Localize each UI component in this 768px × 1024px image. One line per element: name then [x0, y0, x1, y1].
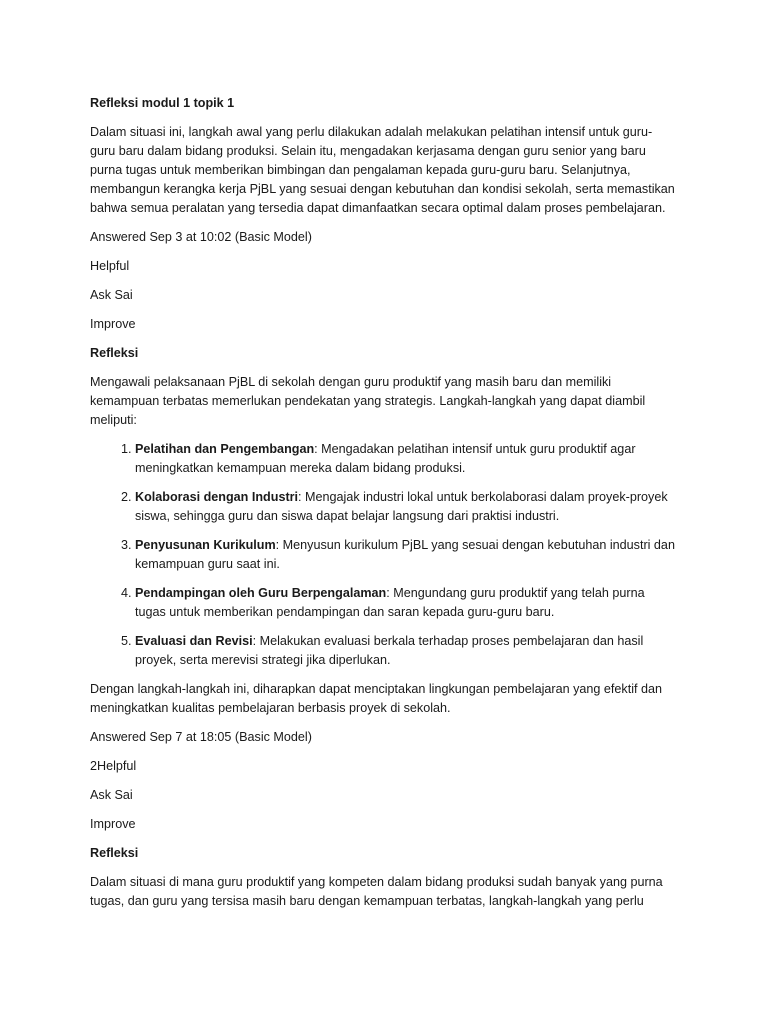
list-item-term: Pelatihan dan Pengembangan	[135, 442, 315, 456]
list-item-text: : Mengundang guru produktif yang telah purna tugas untuk memberikan pendampingan dan saran kepada guru-guru baru.	[135, 586, 645, 619]
section-title: Refleksi modul 1 topik 1	[90, 96, 235, 110]
document-page	[90, 94, 675, 921]
list-item-text: : Mengadakan pelatihan intensif untuk guru produktif agar meningkatkan kemampuan mereka dalam bidang produksi.	[135, 442, 636, 475]
list-item	[135, 440, 675, 478]
ask-sai-label: Ask Sai	[90, 788, 133, 802]
helpful-label: 2Helpful	[90, 759, 137, 773]
answer-paragraph: Dalam situasi di mana guru produktif yang kompeten dalam bidang produksi sudah banyak yang purna tugas, dan guru yang tersisa masih baru dengan kemampuan terbatas, langkah-langkah yang perlu	[90, 875, 663, 908]
list-item-term: Kolaborasi dengan Industri	[135, 490, 299, 504]
list-item-text: : Menyusun kurikulum PjBL yang sesuai dengan kebutuhan industri dan kemampuan guru saat ini.	[135, 538, 675, 571]
helpful-label: Helpful	[90, 259, 130, 273]
list-item	[135, 536, 675, 574]
list-item	[135, 584, 675, 622]
section-title: Refleksi	[90, 346, 139, 360]
answered-timestamp: Answered Sep 7 at 18:05 (Basic Model)	[90, 730, 312, 744]
ask-sai-label: Ask Sai	[90, 288, 133, 302]
closing-paragraph: Dengan langkah-langkah ini, diharapkan dapat menciptakan lingkungan pembelajaran yang efektif dan meningkatkan kualitas pembelajaran berbasis proyek di sekolah.	[90, 682, 663, 715]
intro-paragraph: Mengawali pelaksanaan PjBL di sekolah dengan guru produktif yang masih baru dan memiliki kemampuan terbatas memerlukan pendekatan yang strategis. Langkah-langkah yang dapat diambil meliputi:	[90, 375, 646, 427]
list-item	[135, 488, 675, 526]
steps-list	[90, 440, 675, 670]
list-item-term: Evaluasi dan Revisi	[135, 634, 253, 648]
list-item	[135, 632, 675, 670]
list-item-term: Pendampingan oleh Guru Berpengalaman	[135, 586, 387, 600]
section-title: Refleksi	[90, 846, 139, 860]
list-item-text: : Mengajak industri lokal untuk berkolaborasi dalam proyek-proyek siswa, sehingga guru dan siswa dapat belajar langsung dari praktisi industri.	[135, 490, 668, 523]
improve-label: Improve	[90, 817, 136, 831]
list-item-text: : Melakukan evaluasi berkala terhadap proses pembelajaran dan hasil proyek, serta merevisi strategi jika diperlukan.	[135, 634, 644, 667]
answer-paragraph: Dalam situasi ini, langkah awal yang perlu dilakukan adalah melakukan pelatihan intensif untuk guru-guru baru dalam bidang produksi. Selain itu, mengadakan kerjasama dengan guru senior yang baru purna tugas untuk memberikan bimbingan dan pengalaman kepada guru-guru baru. Selanjutnya, membangun kerangka kerja PjBL yang sesuai dengan kebutuhan dan kondisi sekolah, serta memastikan bahwa semua peralatan yang tersedia dapat dimanfaatkan secara optimal dalam proses pembelajaran.	[90, 125, 675, 215]
improve-label: Improve	[90, 317, 136, 331]
answered-timestamp: Answered Sep 3 at 10:02 (Basic Model)	[90, 230, 312, 244]
list-item-term: Penyusunan Kurikulum	[135, 538, 276, 552]
